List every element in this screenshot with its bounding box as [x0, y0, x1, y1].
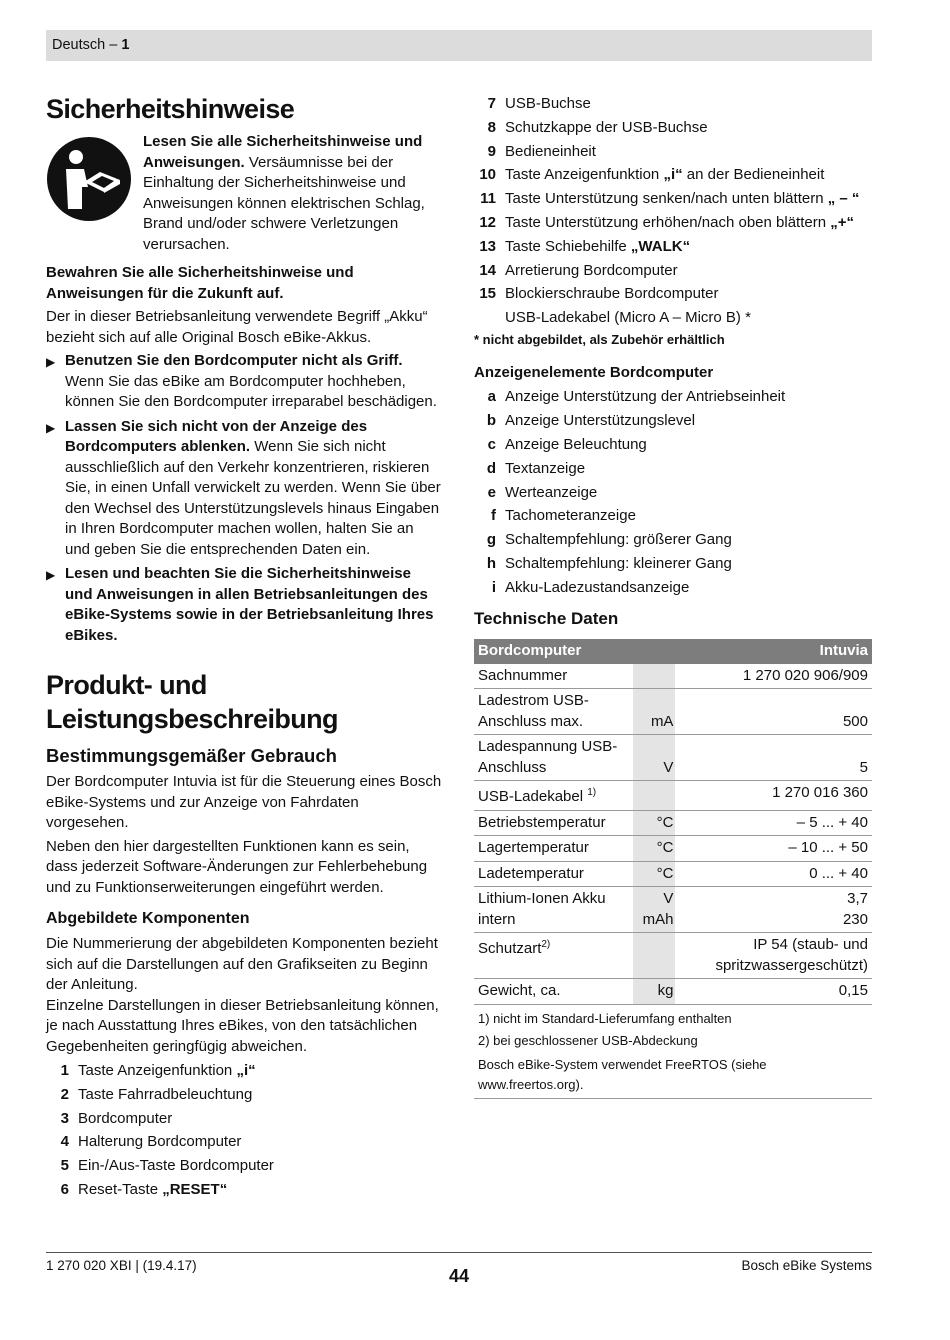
table-row: Ladestrom USB-Anschluss max. mA 500 [474, 689, 872, 735]
list-item: 14 Arretierung Bordcomputer [479, 261, 678, 279]
list-item: USB-Ladekabel (Micro A – Micro B) * [505, 309, 751, 327]
triangle-bullet-icon: ▶ [46, 568, 56, 582]
table-note: 1) nicht im Standard-Lieferumfang enthalten [478, 1010, 732, 1026]
table-row: Schutzart$^{2)}$ IP 54 (staub- und spritzwassergeschützt) [474, 933, 872, 979]
bullet-bold: Lesen und beachten Sie die Sicherheitshinweise und Anweisungen in allen Betriebsanleitungen des eBike-Systems sowie in der Betriebsanleitung Ihres eBikes. [65, 565, 434, 644]
components-title: Abgebildete Komponenten [46, 910, 250, 927]
safety-title: Sicherheitshinweise [46, 94, 295, 124]
list-item: g Schaltempfehlung: größerer Gang [486, 531, 732, 549]
akku-definition: Der in dieser Betriebsanleitung verwendete Begriff „Akku“ bezieht sich auf alle Original Bosch eBike-Akkus. [46, 308, 428, 346]
safety-bullet [46, 564, 442, 646]
accessory-note: * nicht abgebildet, als Zubehör erhältlich [474, 331, 725, 347]
use-paragraph: Neben den hier dargestellten Funktionen kann es sein, dass jederzeit Software-Änderungen zur Fehlerbehebung und zu Funktionserweiterungen eingeführt werden. [46, 837, 428, 896]
list-item: 9 Bedieneinheit [487, 142, 596, 160]
table-row: Betriebstemperatur °C – 5 ... + 40 [474, 810, 872, 836]
left-column [46, 92, 442, 1204]
table-row: Ladespannung USB-Anschluss V 5 [474, 735, 872, 781]
list-item: 13 Taste Schiebehilfe „WALK“ [479, 237, 691, 255]
keep-instructions: Bewahren Sie alle Sicherheitshinweise und Anweisungen für die Zukunft auf. [46, 264, 354, 302]
table-note: Bosch eBike-System verwendet FreeRTOS (siehe www.freertos.org). [474, 1053, 872, 1099]
footer-divider [46, 1252, 872, 1253]
bullet-text: Wenn Sie sich nicht ausschließlich auf den Verkehr konzentrieren, riskieren Sie, in einen Unfall verwickelt zu werden. Wenn Sie über den Wechsel des Unterstützungslevels hinaus Eingaben in Ihren Bordcomputer machen wollen, halten Sie an und geben Sie die entsprechenden Daten ein. [65, 438, 441, 558]
table-note: 2) bei geschlossener USB-Abdeckung [478, 1033, 698, 1049]
warn-bold: Lesen Sie alle Sicherheitshinweise und Anweisungen. [143, 133, 423, 171]
use-paragraph: Der Bordcomputer Intuvia ist für die Steuerung eines Bosch eBike-Systems und zur Anzeige von Fahrdaten vorgesehen. [46, 773, 442, 831]
list-item: h Schaltempfehlung: kleinerer Gang [486, 555, 732, 573]
triangle-bullet-icon: ▶ [46, 355, 56, 369]
table-row: Sachnummer 1 270 020 906/909 [474, 664, 872, 689]
page-header [46, 30, 872, 61]
list-item: 5 Ein-/Aus-Taste Bordcomputer [60, 1157, 274, 1175]
list-item: 11 Taste Unterstützung senken/nach unten blättern „ – “ [480, 190, 860, 208]
footer-page-number: 44 [448, 1266, 470, 1286]
list-item: 10 Taste Anzeigenfunktion „i“ an der Bedieneinheit [479, 166, 825, 184]
list-item: 6 Reset-Taste „RESET“ [60, 1180, 228, 1198]
safety-bullet [46, 351, 442, 413]
display-list [474, 387, 872, 598]
list-item: a Anzeige Unterstützung der Antriebseinheit [487, 388, 786, 406]
table-row: Ladetemperatur °C 0 ... + 40 [474, 861, 872, 887]
footer-brand: Bosch eBike Systems [741, 1258, 872, 1273]
safety-warning [46, 132, 442, 258]
list-item: 7 USB-Buchse [487, 95, 591, 112]
bullet-bold: Lassen Sie sich nicht von der Anzeige des Bordcomputers ablenken. [65, 417, 368, 455]
table-header-right: Intuvia [675, 639, 872, 664]
tech-table [474, 639, 872, 1099]
list-item: f Tachometeranzeige [491, 507, 636, 525]
tech-title: Technische Daten [474, 609, 619, 629]
list-item: 8 Schutzkappe der USB-Buchse [487, 118, 708, 136]
table-row: USB-Ladekabel $^{1)}$ 1 270 016 360 [474, 781, 872, 811]
read-manual-icon [46, 136, 132, 222]
list-item: 2 Taste Fahrradbeleuchtung [60, 1085, 253, 1103]
list-item: 1 Taste Anzeigenfunktion „i“ [60, 1062, 256, 1079]
triangle-bullet-icon: ▶ [46, 420, 56, 435]
bullet-text: Wenn Sie das eBike am Bordcomputer hochheben, können Sie den Bordcomputer irreparabel beschädigen. [65, 372, 437, 410]
list-item: d Textanzeige [486, 459, 586, 477]
list-item: 3 Bordcomputer [60, 1109, 173, 1127]
use-title: Bestimmungsgemäßer Gebrauch [46, 745, 337, 766]
list-item: 15 Blockierschraube Bordcomputer [479, 285, 719, 303]
list-item: e Werteanzeige [487, 483, 598, 501]
bullet-bold: Benutzen Sie den Bordcomputer nicht als Griff. [65, 352, 403, 369]
right-column [474, 94, 872, 1099]
display-title: Anzeigenelemente Bordcomputer [474, 364, 714, 382]
table-row: Lithium-Ionen Akku intern V mAh 3,7 230 [474, 887, 872, 933]
table-header-left: Bordcomputer [474, 639, 675, 664]
table-row: Gewicht, ca. kg 0,15 [474, 979, 872, 1005]
safety-bullet [46, 417, 442, 561]
header-language: Deutsch [52, 37, 106, 53]
product-title: Produkt- und Leistungsbeschreibung [46, 670, 338, 734]
header-page: 1 [121, 37, 130, 53]
list-item: i Akku-Ladezustandsanzeige [491, 578, 690, 596]
components-paragraph: Die Nummerierung der abgebildeten Komponenten bezieht sich auf die Darstellungen auf den Grafikseiten zu Beginn der Anleitung. [46, 935, 438, 993]
list-item: c Anzeige Beleuchtung [487, 436, 647, 454]
header-separator: – [105, 37, 122, 53]
components-paragraph: Einzelne Darstellungen in dieser Betriebsanleitung können, je nach Ausstattung Ihres eBikes, von den tatsächlichen Gegebenheiten geringfügig abweichen. [46, 996, 439, 1055]
list-item: 4 Halterung Bordcomputer [60, 1133, 242, 1151]
list-item: 12 Taste Unterstützung erhöhen/nach oben blättern „+“ [479, 213, 854, 231]
components-list-left [46, 1061, 442, 1200]
list-item: b Anzeige Unterstützungslevel [486, 412, 696, 430]
footer-doc-id: 1 270 020 XBI | (19.4.17) [46, 1258, 197, 1273]
table-row: Lagertemperatur °C – 10 ... + 50 [474, 836, 872, 862]
warn-text: Versäumnisse bei der Einhaltung der Sicherheitshinweise und Anweisungen können elektrischen Schlag, Brand und/oder schwere Verletzungen verursachen. [143, 153, 425, 253]
components-list-right [474, 94, 872, 329]
table-header [474, 639, 872, 664]
